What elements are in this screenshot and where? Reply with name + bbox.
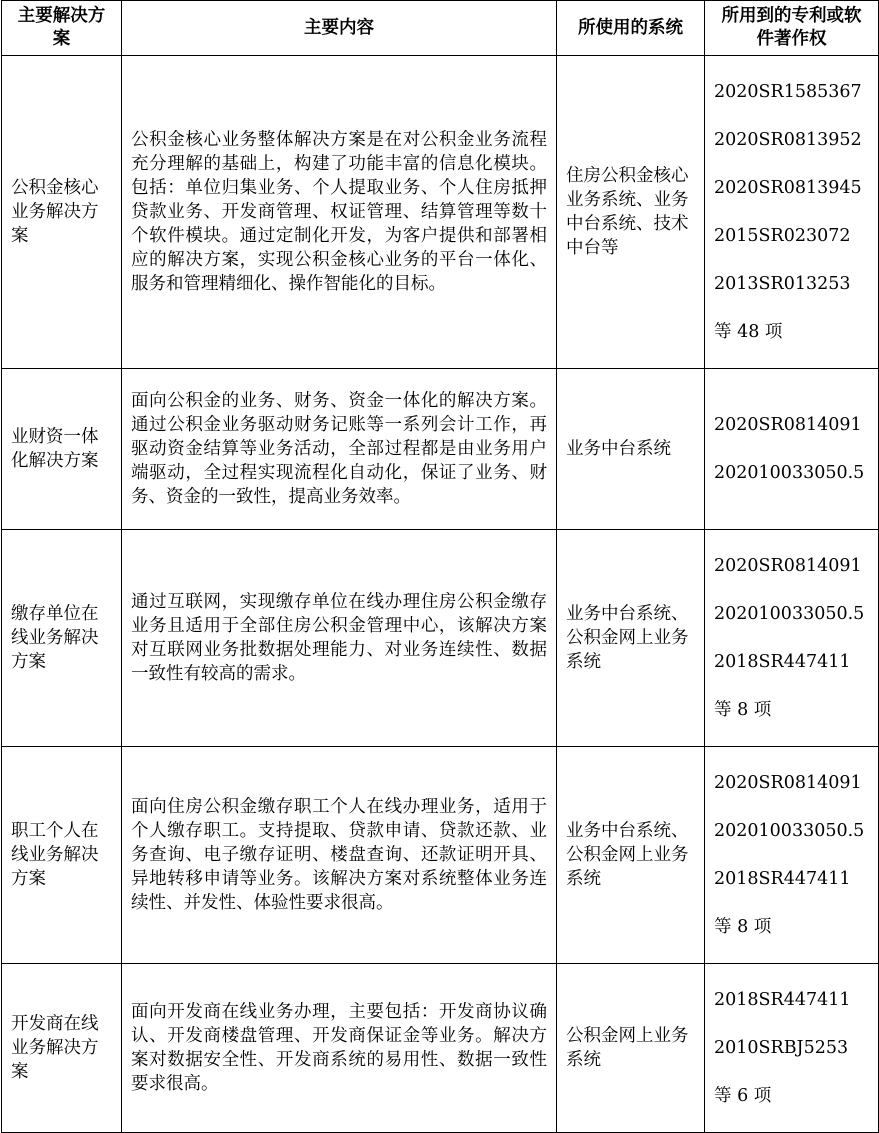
solution-ip (705, 747, 879, 964)
solution-name: 业财资一体化解决方案 (2, 369, 122, 530)
ip-item: 2015SR023072 (714, 226, 851, 246)
ip-item: 等 48 项 (714, 322, 783, 342)
ip-item: 2010SRBJ5253 (714, 1038, 849, 1058)
solution-ip (705, 56, 879, 369)
ip-item: 202010033050.5 (714, 463, 865, 483)
header-system: 所使用的系统 (557, 1, 705, 56)
table-row (2, 530, 879, 747)
ip-item: 202010033050.5 (714, 821, 865, 841)
solution-name: 职工个人在线业务解决方案 (2, 747, 122, 964)
solution-system: 业务中台系统、公积金网上业务系统 (557, 530, 705, 747)
ip-item: 2020SR0813945 (714, 178, 862, 198)
header-ip: 所用到的专利或软件著作权 (705, 1, 879, 56)
solutions-table (1, 0, 879, 1133)
header-row (2, 1, 879, 56)
solution-system: 业务中台系统、公积金网上业务系统 (557, 747, 705, 964)
solution-content: 通过互联网，实现缴存单位在线办理住房公积金缴存业务且适用于全部住房公积金管理中心，该解决方案对互联网业务批数据处理能力、对业务连续性、数据一致性有较高的需求。 (122, 530, 557, 747)
ip-item: 2020SR0814091 (714, 415, 862, 435)
ip-item: 202010033050.5 (714, 604, 865, 624)
solution-system: 住房公积金核心业务系统、业务中台系统、技术中台等 (557, 56, 705, 369)
solution-name: 缴存单位在线业务解决方案 (2, 530, 122, 747)
solution-content: 面向公积金的业务、财务、资金一体化的解决方案。通过公积金业务驱动财务记账等一系列会计工作，再驱动资金结算等业务活动，全部过程都是由业务用户端驱动，全过程实现流程化自动化，保证了业务、财务、资金的一致性，提高业务效率。 (122, 369, 557, 530)
table-row (2, 747, 879, 964)
solution-system: 公积金网上业务系统 (557, 964, 705, 1133)
solution-content: 面向住房公积金缴存职工个人在线办理业务，适用于个人缴存职工。支持提取、贷款申请、贷款还款、业务查询、电子缴存证明、楼盘查询、还款证明开具、异地转移申请等业务。该解决方案对系统整体业务连续性、并发性、体验性要求很高。 (122, 747, 557, 964)
solution-ip (705, 369, 879, 530)
table-row (2, 369, 879, 530)
ip-item: 等 8 项 (714, 700, 772, 720)
solution-name: 开发商在线业务解决方案 (2, 964, 122, 1133)
ip-item: 等 8 项 (714, 917, 772, 937)
table-row (2, 56, 879, 369)
header-content: 主要内容 (122, 1, 557, 56)
solution-ip (705, 964, 879, 1133)
solution-name: 公积金核心业务解决方案 (2, 56, 122, 369)
solution-content: 面向开发商在线业务办理，主要包括：开发商协议确认、开发商楼盘管理、开发商保证金等业务。解决方案对数据安全性、开发商系统的易用性、数据一致性要求很高。 (122, 964, 557, 1133)
solution-content: 公积金核心业务整体解决方案是在对公积金业务流程充分理解的基础上，构建了功能丰富的信息化模块。包括：单位归集业务、个人提取业务、个人住房抵押贷款业务、开发商管理、权证管理、结算管理等数十个软件模块。通过定制化开发，为客户提供和部署相应的解决方案，实现公积金核心业务的平台一体化、服务和管理精细化、操作智能化的目标。 (122, 56, 557, 369)
ip-item: 等 6 项 (714, 1086, 772, 1106)
table-row (2, 964, 879, 1133)
ip-item: 2018SR447411 (714, 990, 851, 1010)
ip-item: 2020SR0813952 (714, 130, 862, 150)
ip-item: 2020SR1585367 (714, 82, 862, 102)
ip-item: 2013SR013253 (714, 274, 851, 294)
ip-item: 2018SR447411 (714, 869, 851, 889)
header-solution: 主要解决方案 (2, 1, 122, 56)
ip-item: 2020SR0814091 (714, 773, 862, 793)
ip-item: 2020SR0814091 (714, 556, 862, 576)
solution-system: 业务中台系统 (557, 369, 705, 530)
ip-item: 2018SR447411 (714, 652, 851, 672)
solution-ip (705, 530, 879, 747)
